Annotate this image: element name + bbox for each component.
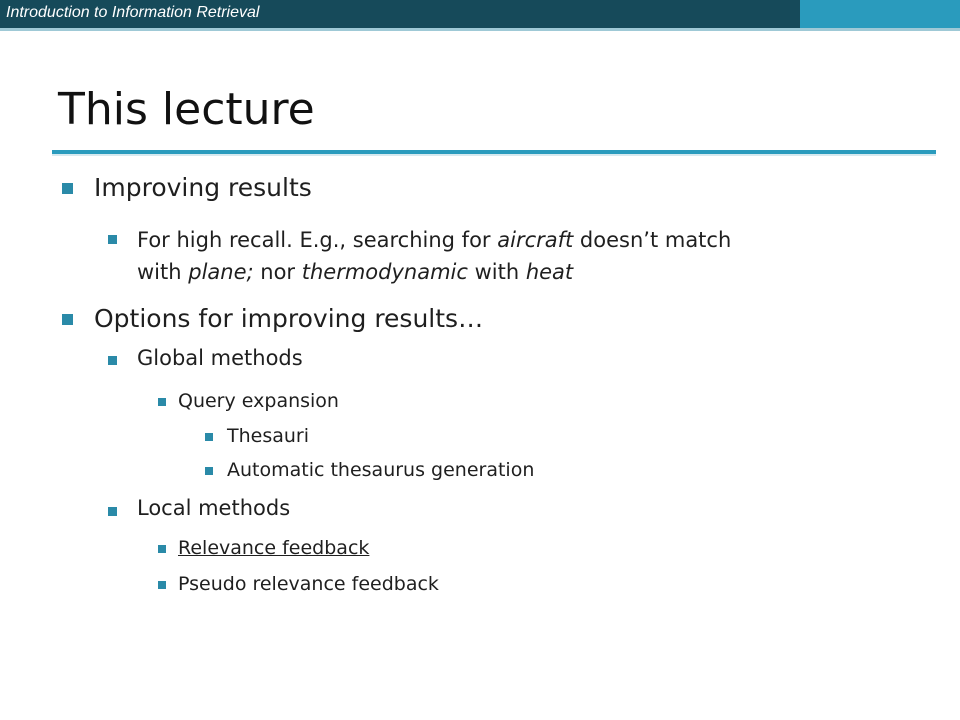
bullet-options: Options for improving results… (94, 304, 484, 333)
title-rule-shadow (52, 154, 936, 156)
square-bullet-icon (62, 183, 73, 194)
bullet-pseudo-relevance: Pseudo relevance feedback (178, 573, 439, 595)
bullet-local-methods: Local methods (137, 496, 291, 520)
high-recall-text: nor (253, 260, 302, 284)
term-plane: plane; (188, 260, 254, 284)
square-bullet-icon (158, 545, 166, 553)
high-recall-text: For high recall. E.g., searching for (137, 228, 498, 252)
square-bullet-icon (205, 433, 213, 441)
high-recall-text: with (137, 260, 189, 284)
bullet-improving-results: Improving results (94, 173, 312, 202)
bullet-auto-thesaurus: Automatic thesaurus generation (227, 459, 535, 481)
slide-header (0, 0, 960, 31)
square-bullet-icon (108, 356, 117, 365)
bullet-thesauri: Thesauri (227, 425, 310, 447)
bullet-high-recall (137, 224, 897, 288)
bullet-query-expansion: Query expansion (178, 390, 339, 412)
header-underline (0, 28, 960, 31)
course-title: Introduction to Information Retrieval (6, 4, 260, 21)
term-heat: heat (525, 260, 574, 284)
term-thermodynamic: thermodynamic (301, 260, 468, 284)
square-bullet-icon (158, 581, 166, 589)
slide-title: This lecture (58, 84, 315, 135)
high-recall-text: doesn’t match (573, 228, 732, 252)
square-bullet-icon (108, 507, 117, 516)
relevance-feedback-link[interactable]: Relevance feedback (178, 537, 370, 559)
square-bullet-icon (108, 235, 117, 244)
square-bullet-icon (62, 314, 73, 325)
term-aircraft: aircraft (497, 228, 574, 252)
header-accent-block (800, 0, 960, 28)
bullet-global-methods: Global methods (137, 346, 303, 370)
high-recall-text: with (467, 260, 526, 284)
square-bullet-icon (158, 398, 166, 406)
square-bullet-icon (205, 467, 213, 475)
